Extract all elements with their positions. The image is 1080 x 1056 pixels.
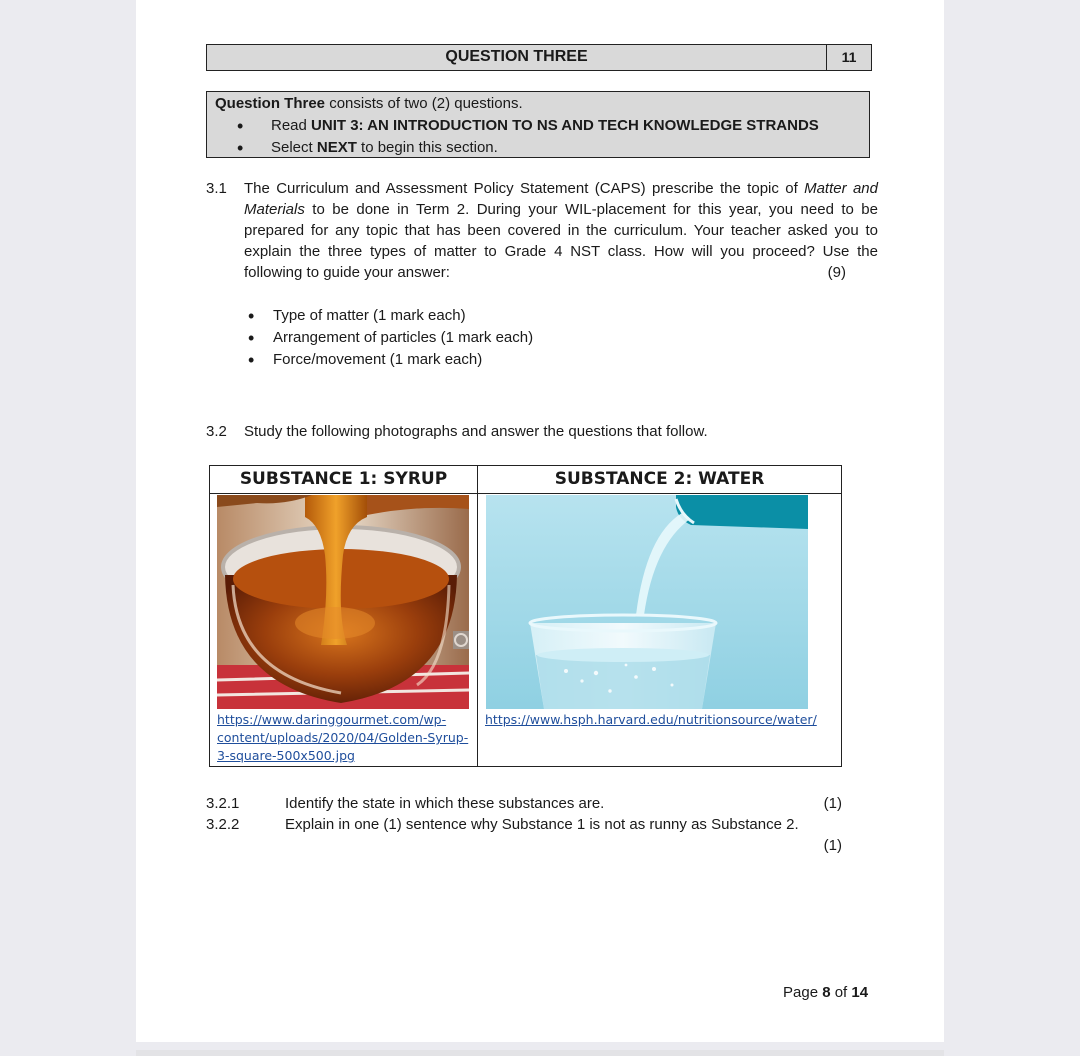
list-item: • Force/movement (1 mark each): [248, 350, 483, 370]
page-number: Page 8 of 14: [783, 984, 869, 1001]
syrup-column-header: SUBSTANCE 1: SYRUP: [210, 466, 478, 494]
subquestion-3-2-1: [206, 793, 846, 814]
list-item: • Type of matter (1 mark each): [248, 306, 466, 326]
question-instructions-box: [206, 91, 870, 158]
water-photo: [486, 495, 808, 709]
syrup-source-link[interactable]: https://www.daringgourmet.com/wp-content/uploads/2020/04/Golden-Syrup-3-square-500x500.jpg: [217, 712, 469, 763]
subquestions: [206, 793, 846, 856]
instructions-lead: Question Three consists of two (2) questions.: [215, 95, 523, 112]
bullet-icon: •: [248, 306, 255, 326]
question-text: Explain in one (1) sentence why Substance 1 is not as runny as Substance 2.: [285, 816, 799, 833]
question-marks: (9): [827, 264, 846, 281]
guide-bullet-list: [248, 305, 533, 371]
syrup-cell: [210, 494, 478, 767]
question-text: Identify the state in which these substances are.: [285, 795, 605, 812]
subquestion-3-2-2: [206, 814, 846, 835]
bullet-icon: •: [237, 116, 244, 136]
water-column-header: SUBSTANCE 2: WATER: [478, 466, 842, 494]
question-3-2: [206, 422, 708, 442]
substances-table: [209, 465, 842, 767]
document-page: [136, 0, 944, 1042]
bullet-icon: •: [248, 328, 255, 348]
syrup-photo: [217, 495, 469, 709]
question-marks: (1): [823, 837, 842, 854]
bullet-icon: •: [248, 350, 255, 370]
question-number: 3.1: [206, 180, 227, 197]
question-number: 3.2.1: [206, 795, 240, 812]
question-total-marks: 11: [826, 45, 871, 70]
question-number: 3.2.2: [206, 816, 240, 833]
question-number: 3.2: [206, 423, 227, 440]
question-text: The Curriculum and Assessment Policy Statement (CAPS) prescribe the topic of Matter and Materials to be done in Term 2. During your WIL-placement for this year, you need to be prepared for any topic that has been covered in the curriculum. Your teacher asked you to explain the three types of matter to Grade 4 NST class. How will you proceed? Use the following to guide your answer:: [244, 180, 878, 281]
water-cell: [478, 494, 842, 767]
question-marks: (1): [823, 795, 842, 812]
next-page-edge: [136, 1050, 944, 1056]
question-text: Study the following photographs and answer the questions that follow.: [244, 423, 708, 440]
instruction-read-unit: • Read UNIT 3: AN INTRODUCTION TO NS AND TECH KNOWLEDGE STRANDS: [237, 116, 819, 136]
list-item: • Arrangement of particles (1 mark each): [248, 328, 534, 348]
bullet-icon: •: [237, 138, 244, 158]
question-header: [206, 44, 872, 71]
instruction-select-next: • Select NEXT to begin this section.: [237, 138, 498, 158]
question-title: QUESTION THREE: [445, 48, 588, 65]
question-3-1: [206, 178, 878, 283]
water-source-link[interactable]: https://www.hsph.harvard.edu/nutritionsource/water/: [485, 712, 817, 727]
subquestion-3-2-2-marks-row: [206, 835, 846, 856]
